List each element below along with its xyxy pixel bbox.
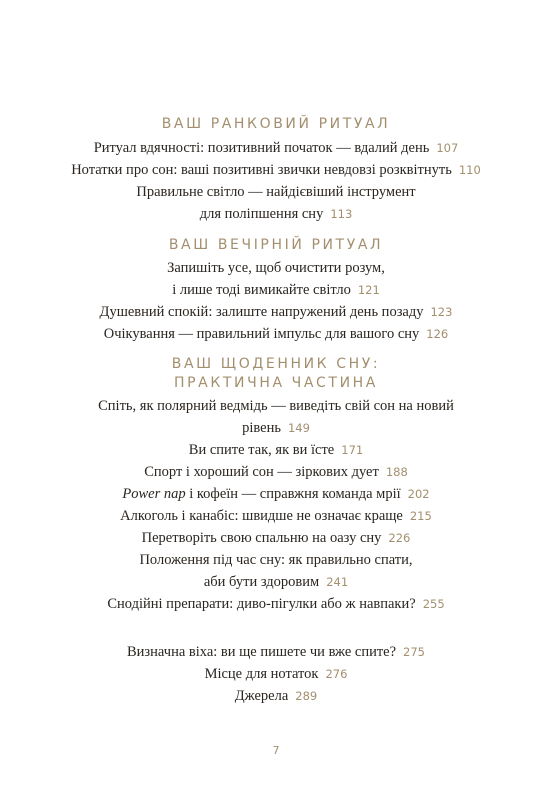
entry-title: Нотатки про сон: ваші позитивні звички невдовзі розквітнуть — [71, 162, 452, 178]
entry-page-number: 110 — [458, 163, 481, 177]
entry-title: Перетворіть свою спальню на оазу сну — [141, 530, 382, 546]
toc-entry — [0, 462, 552, 482]
entry-page-number: 289 — [295, 689, 318, 703]
entry-page-number: 126 — [426, 327, 449, 341]
entry-title: для поліпшення сну — [199, 206, 324, 222]
entry-page-number: 121 — [357, 283, 380, 297]
entry-title-italic: Power nap — [122, 486, 186, 502]
section-title-evening-ritual: ВАШ ВЕЧІРНІЙ РИТУАЛ — [168, 237, 384, 253]
entry-page-number: 226 — [388, 531, 411, 545]
entry-title: Ви спите так, як ви їсте — [188, 442, 335, 458]
entry-title: Снодійні препарати: диво-пігулки або ж навпаки? — [107, 596, 416, 612]
toc-entry — [0, 440, 552, 460]
toc-entry-line2 — [0, 204, 552, 224]
entry-page-number: 113 — [330, 207, 353, 221]
toc-entry-line2 — [0, 572, 552, 592]
section-title-morning-ritual: ВАШ РАНКОВИЙ РИТУАЛ — [161, 116, 391, 132]
entry-title: і кофеїн — справжня команда мрії — [185, 486, 401, 502]
toc-entry — [0, 594, 552, 614]
entry-title: Визначна віха: ви ще пишете чи вже спите? — [127, 644, 397, 660]
entry-page-number: 107 — [436, 141, 459, 155]
entry-page-number: 149 — [287, 421, 310, 435]
toc-entry-line1: Правильне світло — найдієвіший інструмент — [136, 184, 416, 200]
entry-page-number: 123 — [430, 305, 453, 319]
toc-entry — [0, 484, 552, 504]
entry-title: Джерела — [234, 688, 289, 704]
entry-title: Душевний спокій: залиште напружений день позаду — [99, 304, 424, 320]
toc-entry — [0, 528, 552, 548]
toc-entry-line1: Спіть, як полярний ведмідь — виведіть свій сон на новий — [98, 398, 454, 414]
entry-page-number: 171 — [341, 443, 364, 457]
toc-entry-line1: Запишіть усе, щоб очистити розум, — [167, 260, 385, 276]
toc-entry-line2 — [0, 280, 552, 300]
entry-title: Очікування — правильний імпульс для вашого сну — [103, 326, 420, 342]
entry-page-number: 255 — [422, 597, 445, 611]
entry-page-number: 215 — [409, 509, 432, 523]
entry-title: Ритуал вдячності: позитивний початок — вдалий день — [93, 140, 430, 156]
toc-entry-back-matter — [0, 664, 552, 684]
folio-page-number: 7 — [272, 744, 280, 757]
toc-entry-line2 — [0, 418, 552, 438]
toc-entry-line1: Положення під час сну: як правильно спати, — [139, 552, 413, 568]
entry-page-number: 275 — [403, 645, 425, 659]
toc-entry — [0, 160, 552, 180]
toc-entry — [0, 324, 552, 344]
section-title-sleep-diary: ВАШ ЩОДЕННИК СНУ: — [171, 356, 381, 372]
entry-title: і лише тоді вимикайте світло — [172, 282, 351, 298]
toc-entry-back-matter — [0, 642, 552, 662]
toc-entry — [0, 506, 552, 526]
toc-entry — [0, 138, 552, 158]
entry-page-number: 188 — [385, 465, 408, 479]
entry-page-number: 241 — [326, 575, 349, 589]
entry-title: рівень — [242, 420, 281, 436]
toc-entry — [0, 302, 552, 322]
entry-title: Спорт і хороший сон — зіркових дует — [144, 464, 379, 480]
entry-title: Алкоголь і канабіс: швидше не означає краще — [120, 508, 403, 524]
entry-title: Місце для нотаток — [204, 666, 319, 682]
entry-title: аби бути здоровим — [203, 574, 320, 590]
entry-page-number: 276 — [325, 667, 348, 681]
entry-page-number: 202 — [407, 487, 430, 501]
toc-entry-back-matter — [0, 686, 552, 706]
section-title-sleep-diary-line2: ПРАКТИЧНА ЧАСТИНА — [174, 375, 378, 391]
